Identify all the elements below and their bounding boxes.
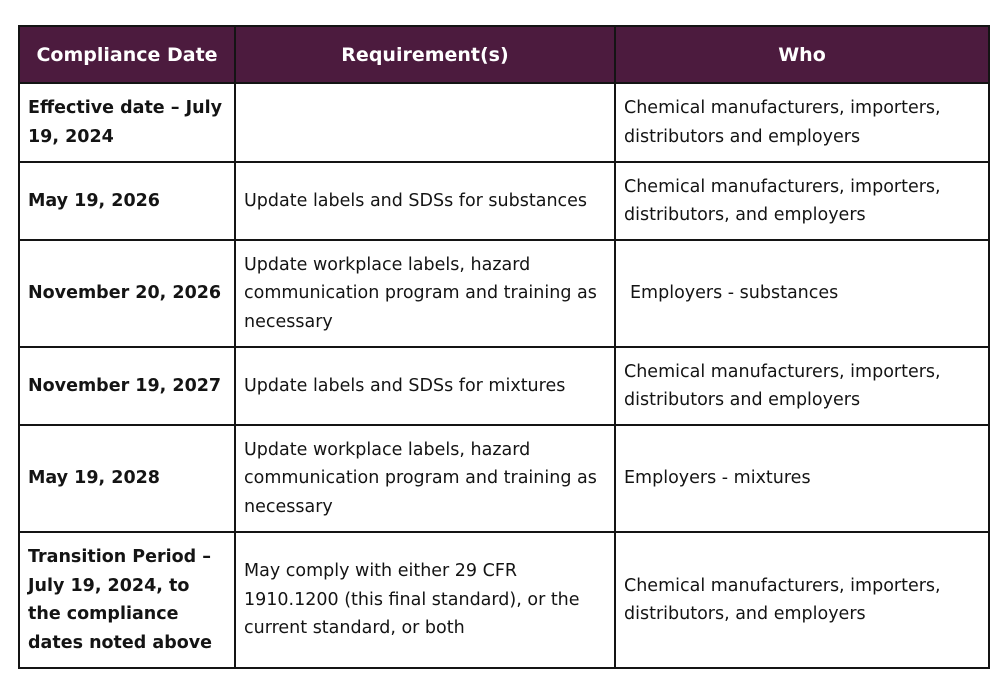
table-row: [19, 240, 989, 347]
table-row: [19, 83, 989, 162]
row-date: May 19, 2026: [19, 162, 235, 240]
row-requirement: Update workplace labels, hazard communication program and training as necessary: [235, 240, 615, 347]
row-date: Effective date – July 19, 2024: [19, 83, 235, 162]
header-who: Who: [615, 26, 989, 83]
row-who: Employers - mixtures: [615, 425, 989, 532]
row-date: Transition Period – July 19, 2024, to the compliance dates noted above: [19, 532, 235, 668]
compliance-table-container: [18, 25, 988, 669]
header-compliance-date: Compliance Date: [19, 26, 235, 83]
table-header-row: [19, 26, 989, 83]
row-date: November 20, 2026: [19, 240, 235, 347]
row-who: Employers - substances: [615, 240, 989, 347]
compliance-schedule-table: [18, 25, 990, 669]
table-row: [19, 347, 989, 425]
row-who: Chemical manufacturers, importers, distributors, and employers: [615, 162, 989, 240]
row-requirement: Update labels and SDSs for mixtures: [235, 347, 615, 425]
table-row: [19, 162, 989, 240]
row-who: Chemical manufacturers, importers, distributors and employers: [615, 347, 989, 425]
row-who: Chemical manufacturers, importers, distributors and employers: [615, 83, 989, 162]
table-row: [19, 532, 989, 668]
row-requirement: Update workplace labels, hazard communication program and training as necessary: [235, 425, 615, 532]
row-who: Chemical manufacturers, importers, distributors, and employers: [615, 532, 989, 668]
row-requirement: May comply with either 29 CFR 1910.1200 (this final standard), or the current standard, or both: [235, 532, 615, 668]
table-row: [19, 425, 989, 532]
row-requirement: [235, 83, 615, 162]
row-date: November 19, 2027: [19, 347, 235, 425]
header-requirements: Requirement(s): [235, 26, 615, 83]
row-date: May 19, 2028: [19, 425, 235, 532]
row-requirement: Update labels and SDSs for substances: [235, 162, 615, 240]
